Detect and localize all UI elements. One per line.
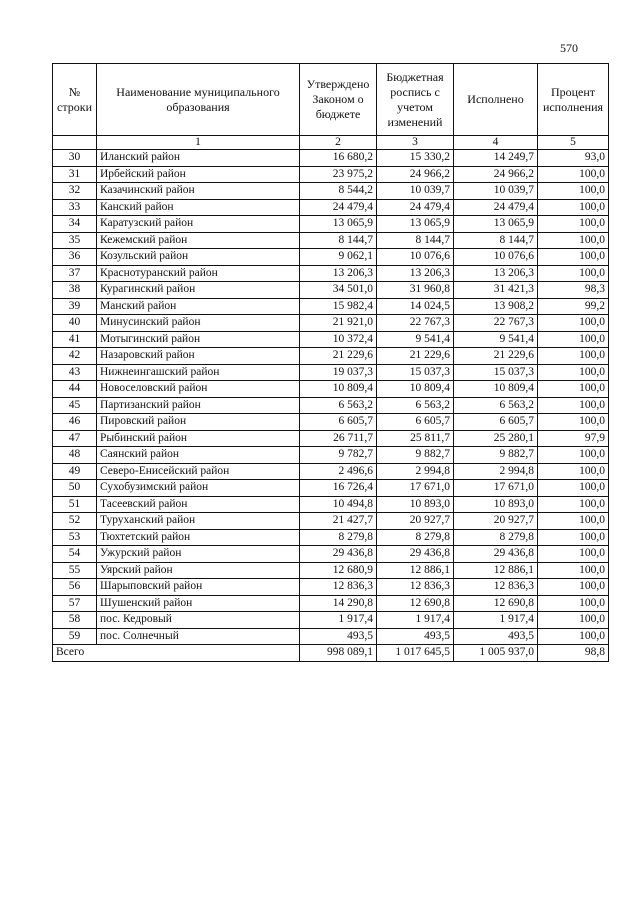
- execution-percent-cell: 100,0: [538, 315, 609, 332]
- row-number-cell: 49: [53, 463, 97, 480]
- budget-amount-cell: 6 563,2: [377, 397, 454, 414]
- municipality-name-cell: Саянский район: [97, 447, 300, 464]
- budget-amount-cell: 6 605,7: [377, 414, 454, 431]
- table-row: [53, 364, 609, 381]
- row-number-cell: 50: [53, 480, 97, 497]
- row-number-cell: 32: [53, 183, 97, 200]
- municipality-name-cell: Рыбинский район: [97, 430, 300, 447]
- execution-percent-cell: 100,0: [538, 216, 609, 233]
- executed-amount-cell: 14 249,7: [454, 150, 538, 167]
- budget-amount-cell: 10 809,4: [377, 381, 454, 398]
- table-row: [53, 282, 609, 299]
- row-number-cell: 47: [53, 430, 97, 447]
- table-row: [53, 183, 609, 200]
- municipality-name-cell: Каратузский район: [97, 216, 300, 233]
- budget-amount-cell: 2 994,8: [377, 463, 454, 480]
- total-budget: 1 017 645,5: [377, 645, 454, 662]
- approved-amount-cell: 1 917,4: [300, 612, 377, 629]
- row-number-cell: 41: [53, 331, 97, 348]
- execution-percent-cell: 100,0: [538, 628, 609, 645]
- budget-amount-cell: 21 229,6: [377, 348, 454, 365]
- executed-amount-cell: 12 836,3: [454, 579, 538, 596]
- table-row: [53, 430, 609, 447]
- budget-amount-cell: 9 541,4: [377, 331, 454, 348]
- municipality-name-cell: Новоселовский район: [97, 381, 300, 398]
- table-row: [53, 216, 609, 233]
- municipality-name-cell: Ужурский район: [97, 546, 300, 563]
- table-row: [53, 397, 609, 414]
- budget-execution-table: [52, 63, 609, 662]
- executed-amount-cell: 13 908,2: [454, 298, 538, 315]
- approved-amount-cell: 21 427,7: [300, 513, 377, 530]
- table-row: [53, 298, 609, 315]
- executed-amount-cell: 25 280,1: [454, 430, 538, 447]
- table-row: [53, 381, 609, 398]
- table-row: [53, 529, 609, 546]
- approved-amount-cell: 26 711,7: [300, 430, 377, 447]
- approved-amount-cell: 21 229,6: [300, 348, 377, 365]
- row-number-cell: 59: [53, 628, 97, 645]
- table-row: [53, 496, 609, 513]
- executed-amount-cell: 29 436,8: [454, 546, 538, 563]
- budget-amount-cell: 8 279,8: [377, 529, 454, 546]
- approved-amount-cell: 8 544,2: [300, 183, 377, 200]
- approved-amount-cell: 6 563,2: [300, 397, 377, 414]
- budget-amount-cell: 22 767,3: [377, 315, 454, 332]
- municipality-name-cell: Уярский район: [97, 562, 300, 579]
- header-municipality-name: Наименование муниципального образования: [97, 64, 300, 136]
- execution-percent-cell: 100,0: [538, 364, 609, 381]
- executed-amount-cell: 31 421,3: [454, 282, 538, 299]
- row-number-cell: 52: [53, 513, 97, 530]
- table-row: [53, 414, 609, 431]
- table-row: [53, 315, 609, 332]
- table-row: [53, 447, 609, 464]
- municipality-name-cell: Сухобузимский район: [97, 480, 300, 497]
- table-row: [53, 595, 609, 612]
- total-executed: 1 005 937,0: [454, 645, 538, 662]
- table-row: [53, 150, 609, 167]
- table-row: [53, 562, 609, 579]
- table-body: [53, 150, 609, 645]
- row-number-cell: 42: [53, 348, 97, 365]
- table-row: [53, 166, 609, 183]
- municipality-name-cell: Туруханский район: [97, 513, 300, 530]
- executed-amount-cell: 2 994,8: [454, 463, 538, 480]
- row-number-cell: 46: [53, 414, 97, 431]
- budget-amount-cell: 12 886,1: [377, 562, 454, 579]
- budget-amount-cell: 10 893,0: [377, 496, 454, 513]
- execution-percent-cell: 100,0: [538, 546, 609, 563]
- executed-amount-cell: 8 279,8: [454, 529, 538, 546]
- approved-amount-cell: 29 436,8: [300, 546, 377, 563]
- approved-amount-cell: 14 290,8: [300, 595, 377, 612]
- municipality-name-cell: Шарыповский район: [97, 579, 300, 596]
- budget-amount-cell: 15 330,2: [377, 150, 454, 167]
- municipality-name-cell: Пировский район: [97, 414, 300, 431]
- approved-amount-cell: 16 726,4: [300, 480, 377, 497]
- row-number-cell: 48: [53, 447, 97, 464]
- municipality-name-cell: Тасеевский район: [97, 496, 300, 513]
- table-row: [53, 480, 609, 497]
- table-row: [53, 331, 609, 348]
- row-number-cell: 56: [53, 579, 97, 596]
- executed-amount-cell: 9 541,4: [454, 331, 538, 348]
- municipality-name-cell: Партизанский район: [97, 397, 300, 414]
- budget-amount-cell: 31 960,8: [377, 282, 454, 299]
- row-number-cell: 54: [53, 546, 97, 563]
- approved-amount-cell: 13 065,9: [300, 216, 377, 233]
- header-row-number: № строки: [53, 64, 97, 136]
- table-row: [53, 463, 609, 480]
- approved-amount-cell: 9 062,1: [300, 249, 377, 266]
- executed-amount-cell: 6 605,7: [454, 414, 538, 431]
- execution-percent-cell: 100,0: [538, 595, 609, 612]
- table-row: [53, 513, 609, 530]
- table-row: [53, 579, 609, 596]
- execution-percent-cell: 100,0: [538, 183, 609, 200]
- row-number-cell: 37: [53, 265, 97, 282]
- municipality-name-cell: Шушенский район: [97, 595, 300, 612]
- total-label: Всего: [53, 645, 300, 662]
- column-number-blank: [53, 136, 97, 150]
- budget-amount-cell: 13 206,3: [377, 265, 454, 282]
- execution-percent-cell: 100,0: [538, 397, 609, 414]
- approved-amount-cell: 24 479,4: [300, 199, 377, 216]
- municipality-name-cell: Иланский район: [97, 150, 300, 167]
- budget-amount-cell: 29 436,8: [377, 546, 454, 563]
- page-number: 570: [560, 41, 578, 55]
- municipality-name-cell: Минусинский район: [97, 315, 300, 332]
- row-number-cell: 55: [53, 562, 97, 579]
- municipality-name-cell: Манский район: [97, 298, 300, 315]
- column-number: 2: [300, 136, 377, 150]
- approved-amount-cell: 15 982,4: [300, 298, 377, 315]
- execution-percent-cell: 93,0: [538, 150, 609, 167]
- budget-amount-cell: 13 065,9: [377, 216, 454, 233]
- execution-percent-cell: 100,0: [538, 414, 609, 431]
- table-row: [53, 612, 609, 629]
- budget-amount-cell: 12 836,3: [377, 579, 454, 596]
- row-number-cell: 57: [53, 595, 97, 612]
- executed-amount-cell: 6 563,2: [454, 397, 538, 414]
- approved-amount-cell: 21 921,0: [300, 315, 377, 332]
- municipality-name-cell: Северо-Енисейский район: [97, 463, 300, 480]
- execution-percent-cell: 100,0: [538, 496, 609, 513]
- execution-percent-cell: 100,0: [538, 348, 609, 365]
- budget-amount-cell: 17 671,0: [377, 480, 454, 497]
- budget-amount-cell: 25 811,7: [377, 430, 454, 447]
- executed-amount-cell: 10 039,7: [454, 183, 538, 200]
- table-row: [53, 232, 609, 249]
- execution-percent-cell: 100,0: [538, 447, 609, 464]
- execution-percent-cell: 100,0: [538, 529, 609, 546]
- table-row: [53, 199, 609, 216]
- execution-percent-cell: 99,2: [538, 298, 609, 315]
- executed-amount-cell: 13 206,3: [454, 265, 538, 282]
- execution-percent-cell: 100,0: [538, 463, 609, 480]
- budget-amount-cell: 12 690,8: [377, 595, 454, 612]
- executed-amount-cell: 20 927,7: [454, 513, 538, 530]
- table-row: [53, 348, 609, 365]
- execution-percent-cell: 100,0: [538, 381, 609, 398]
- execution-percent-cell: 98,3: [538, 282, 609, 299]
- budget-amount-cell: 24 966,2: [377, 166, 454, 183]
- approved-amount-cell: 12 680,9: [300, 562, 377, 579]
- row-number-cell: 30: [53, 150, 97, 167]
- approved-amount-cell: 6 605,7: [300, 414, 377, 431]
- header-executed: Исполнено: [454, 64, 538, 136]
- budget-amount-cell: 10 039,7: [377, 183, 454, 200]
- approved-amount-cell: 9 782,7: [300, 447, 377, 464]
- municipality-name-cell: Ирбейский район: [97, 166, 300, 183]
- municipality-name-cell: Канский район: [97, 199, 300, 216]
- column-number: 4: [454, 136, 538, 150]
- approved-amount-cell: 12 836,3: [300, 579, 377, 596]
- executed-amount-cell: 21 229,6: [454, 348, 538, 365]
- execution-percent-cell: 100,0: [538, 612, 609, 629]
- municipality-name-cell: Казачинский район: [97, 183, 300, 200]
- execution-percent-cell: 100,0: [538, 199, 609, 216]
- approved-amount-cell: 13 206,3: [300, 265, 377, 282]
- row-number-cell: 58: [53, 612, 97, 629]
- execution-percent-cell: 100,0: [538, 249, 609, 266]
- table-row: [53, 546, 609, 563]
- executed-amount-cell: 12 690,8: [454, 595, 538, 612]
- row-number-cell: 35: [53, 232, 97, 249]
- executed-amount-cell: 10 809,4: [454, 381, 538, 398]
- table-row: [53, 249, 609, 266]
- table-header-row: [53, 64, 609, 136]
- budget-amount-cell: 9 882,7: [377, 447, 454, 464]
- header-execution-percent: Процент исполнения: [538, 64, 609, 136]
- municipality-name-cell: Мотыгинский район: [97, 331, 300, 348]
- executed-amount-cell: 22 767,3: [454, 315, 538, 332]
- column-number: 1: [97, 136, 300, 150]
- municipality-name-cell: Козульский район: [97, 249, 300, 266]
- executed-amount-cell: 12 886,1: [454, 562, 538, 579]
- execution-percent-cell: 100,0: [538, 562, 609, 579]
- budget-amount-cell: 8 144,7: [377, 232, 454, 249]
- budget-amount-cell: 15 037,3: [377, 364, 454, 381]
- column-number: 5: [538, 136, 609, 150]
- row-number-cell: 38: [53, 282, 97, 299]
- executed-amount-cell: 1 917,4: [454, 612, 538, 629]
- row-number-cell: 40: [53, 315, 97, 332]
- row-number-cell: 51: [53, 496, 97, 513]
- approved-amount-cell: 10 372,4: [300, 331, 377, 348]
- budget-amount-cell: 10 076,6: [377, 249, 454, 266]
- execution-percent-cell: 100,0: [538, 265, 609, 282]
- total-percent: 98,8: [538, 645, 609, 662]
- approved-amount-cell: 8 279,8: [300, 529, 377, 546]
- municipality-name-cell: Назаровский район: [97, 348, 300, 365]
- municipality-name-cell: пос. Солнечный: [97, 628, 300, 645]
- executed-amount-cell: 13 065,9: [454, 216, 538, 233]
- execution-percent-cell: 97,9: [538, 430, 609, 447]
- row-number-cell: 43: [53, 364, 97, 381]
- executed-amount-cell: 24 479,4: [454, 199, 538, 216]
- municipality-name-cell: пос. Кедровый: [97, 612, 300, 629]
- approved-amount-cell: 10 809,4: [300, 381, 377, 398]
- approved-amount-cell: 34 501,0: [300, 282, 377, 299]
- approved-amount-cell: 2 496,6: [300, 463, 377, 480]
- total-row: [53, 645, 609, 662]
- approved-amount-cell: 10 494,8: [300, 496, 377, 513]
- municipality-name-cell: Кежемский район: [97, 232, 300, 249]
- column-number-row: [53, 136, 609, 150]
- municipality-name-cell: Нижнеингашский район: [97, 364, 300, 381]
- row-number-cell: 33: [53, 199, 97, 216]
- table-row: [53, 628, 609, 645]
- approved-amount-cell: 493,5: [300, 628, 377, 645]
- executed-amount-cell: 8 144,7: [454, 232, 538, 249]
- executed-amount-cell: 10 893,0: [454, 496, 538, 513]
- approved-amount-cell: 16 680,2: [300, 150, 377, 167]
- budget-amount-cell: 14 024,5: [377, 298, 454, 315]
- execution-percent-cell: 100,0: [538, 232, 609, 249]
- executed-amount-cell: 17 671,0: [454, 480, 538, 497]
- table-row: [53, 265, 609, 282]
- header-budget-schedule: Бюджетная роспись с учетом изменений: [377, 64, 454, 136]
- approved-amount-cell: 19 037,3: [300, 364, 377, 381]
- execution-percent-cell: 100,0: [538, 513, 609, 530]
- budget-amount-cell: 1 917,4: [377, 612, 454, 629]
- executed-amount-cell: 9 882,7: [454, 447, 538, 464]
- executed-amount-cell: 24 966,2: [454, 166, 538, 183]
- approved-amount-cell: 23 975,2: [300, 166, 377, 183]
- row-number-cell: 44: [53, 381, 97, 398]
- row-number-cell: 53: [53, 529, 97, 546]
- executed-amount-cell: 493,5: [454, 628, 538, 645]
- budget-amount-cell: 493,5: [377, 628, 454, 645]
- municipality-name-cell: Краснотуранский район: [97, 265, 300, 282]
- execution-percent-cell: 100,0: [538, 331, 609, 348]
- municipality-name-cell: Курагинский район: [97, 282, 300, 299]
- row-number-cell: 36: [53, 249, 97, 266]
- executed-amount-cell: 15 037,3: [454, 364, 538, 381]
- budget-amount-cell: 24 479,4: [377, 199, 454, 216]
- execution-percent-cell: 100,0: [538, 166, 609, 183]
- executed-amount-cell: 10 076,6: [454, 249, 538, 266]
- execution-percent-cell: 100,0: [538, 579, 609, 596]
- column-number: 3: [377, 136, 454, 150]
- header-approved-by-law: Утверждено Законом о бюджете: [300, 64, 377, 136]
- municipality-name-cell: Тюхтетский район: [97, 529, 300, 546]
- total-approved: 998 089,1: [300, 645, 377, 662]
- row-number-cell: 39: [53, 298, 97, 315]
- execution-percent-cell: 100,0: [538, 480, 609, 497]
- row-number-cell: 45: [53, 397, 97, 414]
- row-number-cell: 34: [53, 216, 97, 233]
- row-number-cell: 31: [53, 166, 97, 183]
- budget-amount-cell: 20 927,7: [377, 513, 454, 530]
- approved-amount-cell: 8 144,7: [300, 232, 377, 249]
